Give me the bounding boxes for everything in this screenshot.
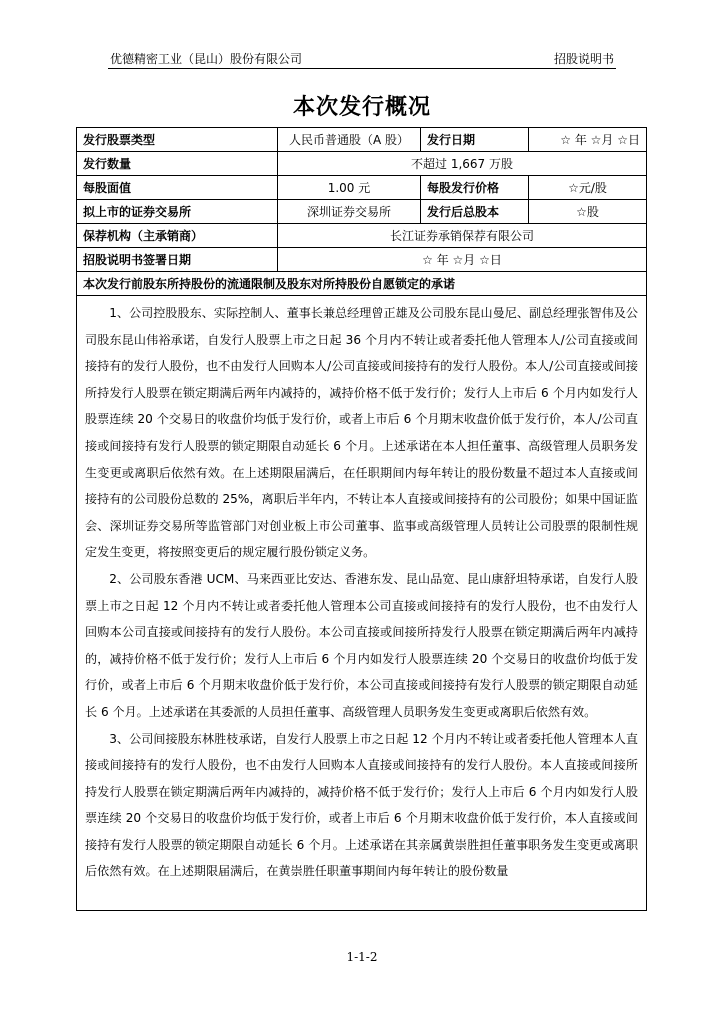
page-title: 本次发行概况 xyxy=(292,95,431,120)
commitment-paragraph-3: 3、公司间接股东林胜枝承诺，自发行人股票上市之日起 12 个月内不转让或者委托他人管理本人直接或间接持有的发行人股份，也不由发行人回购本人直接或间接持有的发行人股份。本人直接或间接所持发行人股票在锁定期满后两年内减持的，减持价格不低于发行价；发行人上市后 6 个月内如发行人股票连续 20 个交易日的收盘价均低于发行价，或者上市后 6 个月期末收盘价低于发行价，本人直接或间接持有发行人股票的锁定期限自动延长 6 个月。上述承诺在其亲属黄崇胜担任董事职务发生变更或离职后依然有效。在上述期限届满后，在黄崇胜任职董事期间内每年转让的股份数量 xyxy=(85,731,638,879)
issue-date-label: 发行日期 xyxy=(421,128,529,152)
page-number: 1-1-2 xyxy=(346,950,378,964)
issue-price-label: 每股发行价格 xyxy=(421,176,529,200)
sponsor-label: 保荐机构（主承销商） xyxy=(77,224,278,248)
par-value-value: 1.00 元 xyxy=(278,176,421,200)
total-shares-label: 发行后总股本 xyxy=(421,200,529,224)
issue-quantity-label: 发行数量 xyxy=(77,152,278,176)
stock-type-label: 发行股票类型 xyxy=(77,128,278,152)
signing-date-label: 招股说明书签署日期 xyxy=(77,248,278,272)
table-row xyxy=(77,272,647,296)
table-row xyxy=(77,296,647,911)
table-row xyxy=(77,200,647,224)
lockup-section-title: 本次发行前股东所持股份的流通限制及股东对所持股份自愿锁定的承诺 xyxy=(77,272,647,296)
exchange-label: 拟上市的证券交易所 xyxy=(77,200,278,224)
header-doc-type: 招股说明书 xyxy=(553,52,614,66)
par-value-label: 每股面值 xyxy=(77,176,278,200)
exchange-value: 深圳证券交易所 xyxy=(278,200,421,224)
commitment-paragraph-1: 1、公司控股股东、实际控制人、董事长兼总经理曾正雄及公司股东昆山曼尼、副总经理张智伟及公司股东昆山伟裕承诺，自发行人股票上市之日起 36 个月内不转让或者委托他人管理本人/公司直接或间接持有的发行人股份，也不由发行人回购本人/公司直接或间接持有的发行人股份。本人/公司直接或间接所持发行人股票在锁定期满后两年内减持的，减持价格不低于发行价；发行人上市后 6 个月内如发行人股票连续 20 个交易日的收盘价均低于发行价，或者上市后 6 个月期末收盘价低于发行价，本人/公司直接或间接持有发行人股票的锁定期限自动延长 6 个月。上述承诺在本人担任董事、高级管理人员职务发生变更或离职后依然有效。在上述期限届满后，在任职期间内每年转让的股份数量不超过本人直接或间接持有的公司股份总数的 25%，离职后半年内，不转让本人直接或间接持有的公司股份；如果中国证监会、深圳证券交易所等监管部门对创业板上市公司董事、监事或高级管理人员转让公司股票的限制性规定发生变更，将按照变更后的规定履行股份锁定义务。 xyxy=(85,306,638,560)
issue-quantity-value: 不超过 1,667 万股 xyxy=(278,152,647,176)
total-shares-value: ☆股 xyxy=(529,200,647,224)
sponsor-value: 长江证券承销保荐有限公司 xyxy=(278,224,647,248)
offering-summary-table xyxy=(76,127,647,911)
table-row xyxy=(77,224,647,248)
header-company: 优德精密工业（昆山）股份有限公司 xyxy=(110,52,303,66)
issue-date-value: ☆ 年 ☆月 ☆日 xyxy=(529,128,647,152)
lockup-commitments xyxy=(77,296,647,911)
issue-price-value: ☆元/股 xyxy=(529,176,647,200)
table-row xyxy=(77,248,647,272)
table-row xyxy=(77,152,647,176)
table-row xyxy=(77,128,647,152)
signing-date-value: ☆ 年 ☆月 ☆日 xyxy=(278,248,647,272)
table-row xyxy=(77,176,647,200)
stock-type-value: 人民币普通股（A 股） xyxy=(278,128,421,152)
page-header xyxy=(108,50,616,69)
commitment-paragraph-2: 2、公司股东香港 UCM、马来西亚比安达、香港东发、昆山品宽、昆山康舒坦特承诺，自发行人股票上市之日起 12 个月内不转让或者委托他人管理本公司直接或间接持有的发行人股份，也不由发行人回购本公司直接或间接持有的发行人股份。本公司直接或间接所持发行人股票在锁定期满后两年内减持的，减持价格不低于发行价；发行人上市后 6 个月内如发行人股票连续 20 个交易日的收盘价均低于发行价，或者上市后 6 个月期末收盘价低于发行价，本公司直接或间接持有发行人股票的锁定期限自动延长 6 个月。上述承诺在其委派的人员担任董事、高级管理人员职务发生变更或离职后依然有效。 xyxy=(85,571,638,719)
